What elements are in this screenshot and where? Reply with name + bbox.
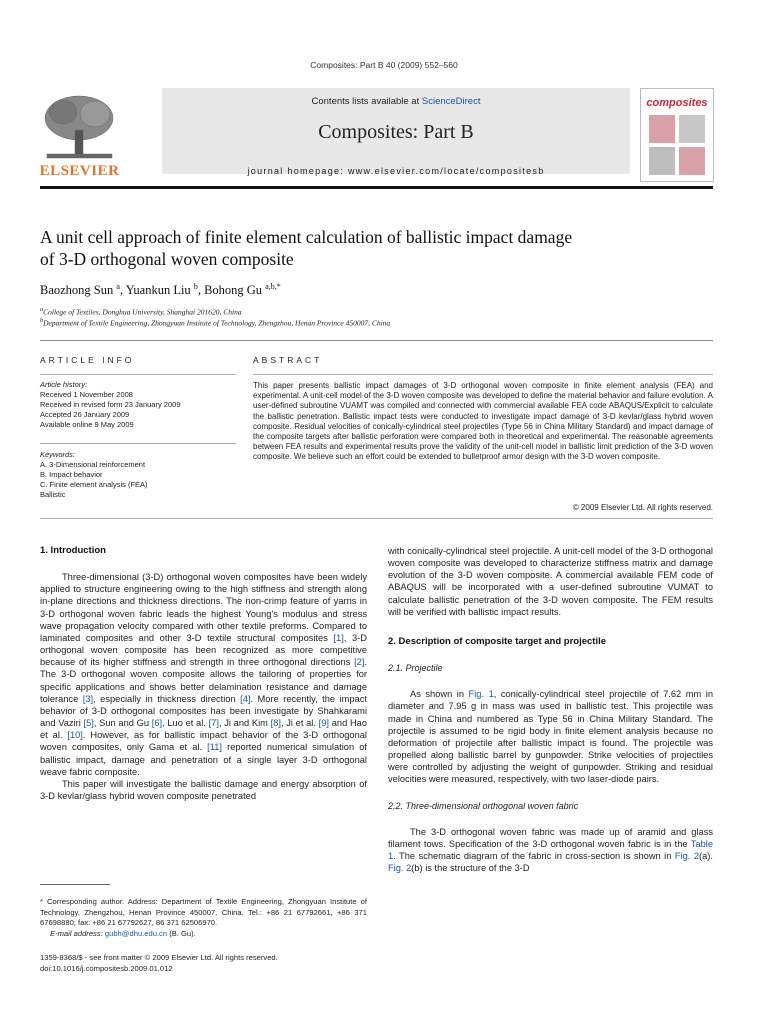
ref-link[interactable]: [8] <box>270 718 281 729</box>
corresponding-author-footnote <box>40 897 367 939</box>
affiliation-a <box>40 306 242 317</box>
projectile-paragraph: As shown in Fig. 1, conically-cylindrical steel projectile of 7.62 mm in diameter and 7.95 g in mass was used in ballistic test. This projectile was made in China and numbered as Type 56 in China Military Standard. The projectile is assumed to be rigid body in finite element analysis because no deformation of projectile after ballistic impact is found. The projectile was propelled along ballistic barrel by gunpowder. Strike velocities of projectiles were controlled by adjusting the weight of gunpowder. Striking and residual velocities were measured, respectively, with two laser-diode pairs. <box>388 689 713 785</box>
title-line-1: A unit cell approach of finite element calculation of ballistic impact damage <box>40 227 573 247</box>
ref-link[interactable]: [3] <box>82 693 94 704</box>
ref-link[interactable]: [2] <box>354 657 365 668</box>
author-sup: b <box>193 282 198 291</box>
affiliation-sup: a <box>40 306 44 313</box>
author-sup: a,b,* <box>265 282 281 291</box>
journal-banner <box>162 88 630 174</box>
figure-link[interactable]: Fig. 1 <box>468 689 494 700</box>
ref-link[interactable]: [1] <box>333 632 344 643</box>
history-item: Received 1 November 2008 <box>40 390 133 399</box>
abstract-text: This paper presents ballistic impact damages of 3-D orthogonal woven composite in finite element analysis (FEA) and experimental. A unit-cell model of the 3-D woven composite was developed to define the material behavior and failure evolution. A user-defined subroutine VUAMT was compiled and connected with commercial available FEA code ABAQUS/Explicit to calculate the ballistic penetration. Ballistic impact tests were conducted to investigate impact damage of 3-D kevlar/glass hybrid woven composite. Residual velocities of conically-cylindrical steel projectiles (Type 56 in China Military Standard) and impact damage of the composite targets after ballistic perforation were compared both in theoretical and experimental. The reasonable agreements between FEA results and experimental results prove the validity of the unit-cell model in ballistic limit prediction of the 3-D woven composite. We believe such an effort could be extended to bulletproof armor design with the 3-D woven composite. <box>253 381 713 462</box>
email-suffix: (B. Gu). <box>169 928 196 938</box>
journal-homepage[interactable]: journal homepage: www.elsevier.com/locate/compositesb <box>247 166 545 176</box>
figure-link[interactable]: Fig. 2 <box>388 863 412 874</box>
journal-title: Composites: Part B <box>318 121 474 143</box>
history-item: Received in revised form 23 January 2009 <box>40 400 181 409</box>
section-1-heading: 1. Introduction <box>40 545 106 556</box>
elsevier-logo-text: ELSEVIER <box>39 163 120 179</box>
doi-line[interactable]: doi:10.1016/j.compositesb.2009.01.012 <box>40 963 173 973</box>
abstract-heading: ABSTRACT <box>253 355 323 365</box>
history-item: Accepted 26 January 2009 <box>40 410 130 419</box>
intro-paragraph-continued: with conically-cylindrical steel projectile. A unit-cell model of the 3-D orthogonal woven composite was developed to characterize stiffness matrix and damage evolution of the 3-D woven composite. A commercial available FEM code of ABAQUS will be incorporated with a user-defined subroutine VUMAT to calculate ballistic penetration of the 3-D woven composite. The FEM results will be verified with ballistic impact results. <box>388 546 713 617</box>
abstract-copyright: © 2009 Elsevier Ltd. All rights reserved. <box>572 503 713 512</box>
history-item: Available online 9 May 2009 <box>40 420 134 429</box>
front-matter-line: 1359-8368/$ - see front matter © 2009 Elsevier Ltd. All rights reserved. <box>40 953 278 962</box>
figure-link[interactable]: Fig. 2 <box>674 850 700 861</box>
history-label: Article history: <box>40 380 88 389</box>
affiliation-b <box>40 317 390 328</box>
footnote-text: * Corresponding author. Address: Department of Textile Engineering, Zhongyuan Institute of Technology, Zhengzhou, Henan Province 450007, China. Tel.: +86 21 67792661, +86 371 67698880; fax: +86 21 67792627, 86 371 62506970. <box>40 897 367 927</box>
page-footer <box>40 953 370 974</box>
ref-link[interactable]: [9] <box>318 718 330 729</box>
contents-line <box>162 96 630 107</box>
keywords-label: Keywords: <box>40 450 76 459</box>
cover-title: composites <box>646 97 708 109</box>
section-2-1-heading: 2.1. Projectile <box>388 663 443 674</box>
keyword-item: C. Finite element analysis (FEA) <box>40 480 148 489</box>
right-column <box>388 545 713 874</box>
journal-cover-thumbnail <box>640 88 714 182</box>
author-name[interactable]: Bohong Gu <box>204 283 263 298</box>
email-link[interactable]: gubh@dhu.edu.cn <box>104 928 168 938</box>
author-name[interactable]: Baozhong Sun <box>40 283 114 298</box>
abstract-bottom-rule <box>40 518 713 519</box>
section-2-heading: 2. Description of composite target and projectile <box>388 635 607 647</box>
contents-prefix: Contents lists available at <box>311 96 422 107</box>
ref-link[interactable]: [5] <box>83 718 94 729</box>
article-history <box>40 380 230 430</box>
ref-link[interactable]: [4] <box>240 693 251 704</box>
title-line-2: of 3-D orthogonal woven composite <box>40 249 294 269</box>
keywords <box>40 450 230 500</box>
ref-link[interactable]: [7] <box>208 718 219 729</box>
sciencedirect-link[interactable]: ScienceDirect <box>421 96 481 107</box>
keyword-item: A. 3-Dimensional reinforcement <box>40 460 146 469</box>
ref-link[interactable]: [10] <box>67 730 83 741</box>
journal-citation: Composites: Part B 40 (2009) 552–560 <box>310 60 458 70</box>
article-info-rule <box>40 374 236 375</box>
author-name[interactable]: Yuankun Liu <box>125 283 191 298</box>
section-2-2-heading: 2.2. Three-dimensional orthogonal woven fabric <box>388 800 579 811</box>
abstract-rule <box>253 374 713 375</box>
affiliation-rule <box>40 340 713 341</box>
affiliation-text: Department of Textile Engineering, Zhongyuan Institute of Technology, Zhengzhou, Henan Province 450007, China <box>43 318 391 328</box>
keywords-rule <box>40 443 236 444</box>
fabric-paragraph: The 3-D orthogonal woven fabric was made up of aramid and glass filament tows. Specification of the 3-D orthogonal woven fabric is in the Table 1. The schematic diagram of the fabric in cross-section is shown in Fig. 2(a). Fig. 2(b) is the structure of the 3-D <box>388 826 713 874</box>
article-title <box>40 226 720 270</box>
keyword-item: Ballistic <box>40 490 66 499</box>
intro-paragraph-1: Three-dimensional (3-D) orthogonal woven composites have been widely applied to structure engineering owing to the high stiffness and strength along in-plane directions and thickness directions. The non-crimp feature of yarns in 3-D orthogonal woven fabric leads the highest Young's modulus and stress wave propagation velocity compared with other textile preforms. Compared to laminated composites and other 3-D textile structural composites [1], 3-D orthogonal woven composite has been recognized as more competitive because of its higher stiffness and strength in three orthogonal directions [2]. The 3-D orthogonal woven composite allows the tailoring of properties for specific applications and shows better delamination resistance and damage tolerance [3], especially in thickness direction [4]. More recently, the impact behavior of 3-D orthogonal composites has been investigate by Shahkarami and Vaziri [5], Sun and Gu [6], Luo et al. [7], Ji and Kim [8], Ji et al. [9] and Hao et al. [10]. However, as for ballistic impact behavior of the 3-D orthogonal woven composites, only Gama et al. [11] reported numerical simulation of ballistic impact, damage and penetration of a single layer 3-D orthogonal weave fabric composite. <box>40 572 368 777</box>
author-list: Baozhong Sun $^a$, Yuankun Liu $^b$, Bohong Gu $^{a,b,*}$ <box>40 282 281 298</box>
affiliation-sup: b <box>40 317 44 324</box>
intro-paragraph-2: This paper will investigate the ballistic damage and energy absorption of 3-D kevlar/glass hybrid woven composite penetrated <box>40 778 367 801</box>
email-label: E-mail address: <box>50 928 103 938</box>
ref-link[interactable]: [11] <box>207 742 222 753</box>
author-sup: a <box>116 282 120 291</box>
keyword-item: B. Impact behavior <box>40 470 103 479</box>
footnote-rule <box>40 884 110 885</box>
left-column <box>40 545 367 802</box>
cover-art-icon <box>649 115 705 175</box>
article-info-heading: ARTICLE INFO <box>40 355 135 365</box>
affiliation-text: College of Textiles, Donghua University, Shanghai 201620, China <box>43 307 242 317</box>
table-link[interactable]: Table 1 <box>388 838 713 861</box>
ref-link[interactable]: [6] <box>151 718 163 729</box>
header-rule <box>40 186 713 189</box>
